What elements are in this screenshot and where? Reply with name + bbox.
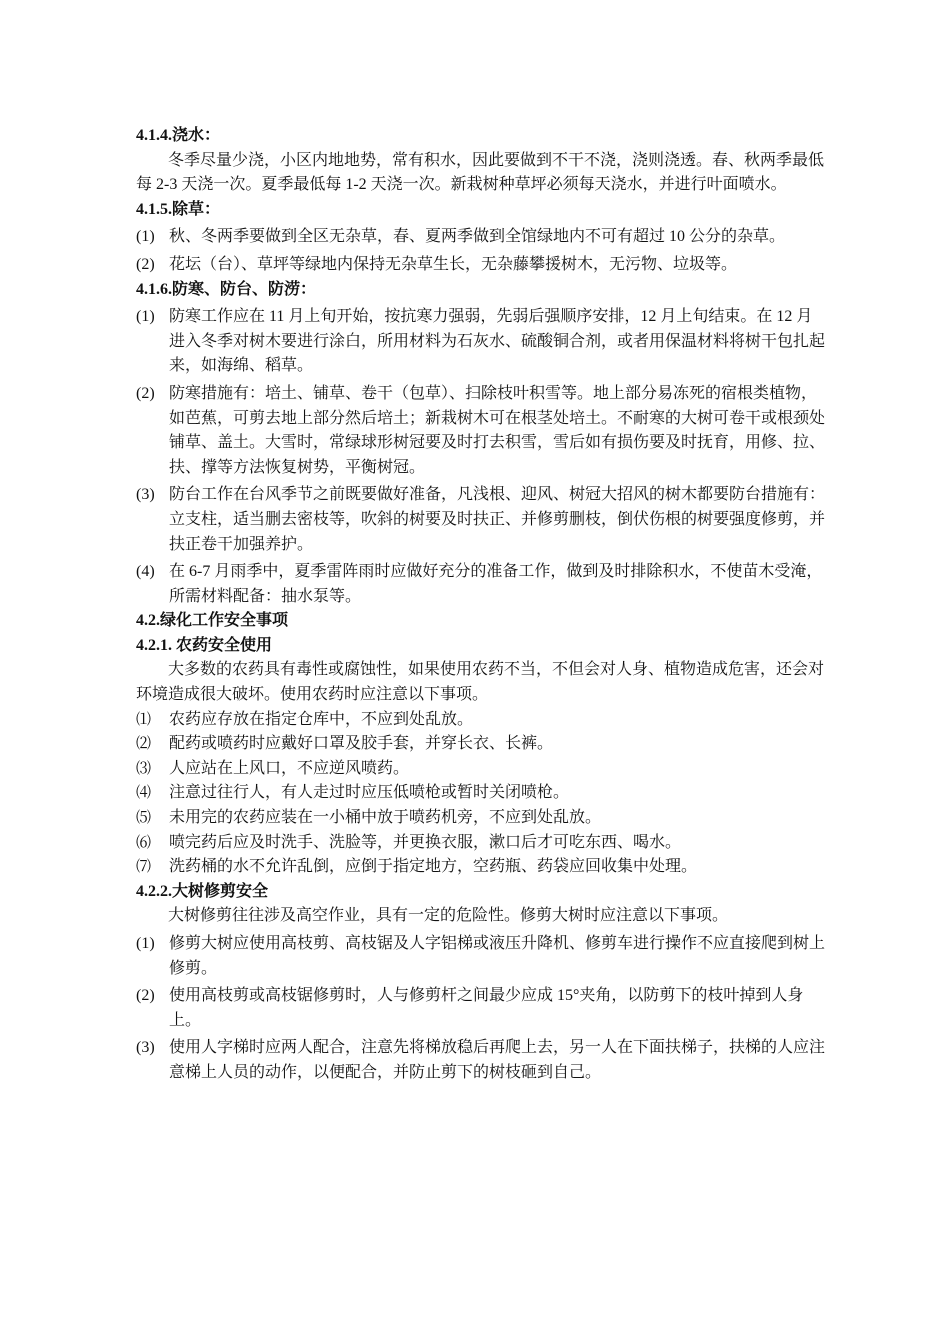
list-item [136, 382, 826, 480]
list-item [136, 855, 826, 880]
list-text: 喷完药后应及时洗手、洗脸等，并更换衣服，漱口后才可吃东西、喝水。 [169, 833, 682, 851]
list-number: (2) [136, 987, 155, 1005]
section-heading-4-2-1: 4.2.1. 农药安全使用 [136, 636, 273, 654]
list-text: 花坛（台）、草坪等绿地内保持无杂草生长，无杂藤攀援树木，无污物、垃圾等。 [169, 255, 738, 273]
section-heading-4-1-5: 4.1.5.除草： [136, 200, 221, 218]
list-text: 农药应存放在指定仓库中，不应到处乱放。 [169, 710, 474, 728]
list-item [136, 732, 826, 757]
list-number: ⑸ [136, 810, 152, 827]
paragraph-watering: 冬季尽量少浇，小区内地地势，常有积水，因此要做到不干不浇，浇则浇透。春、秋两季最低每 2-3 天浇一次。夏季最低每 1-2 天浇一次。新栽树种草坪必须每天浇水，并进行叶面喷水。 [136, 151, 825, 194]
list-number: ⑴ [136, 711, 152, 728]
list-number: (4) [136, 563, 155, 581]
list-number: ⑵ [136, 736, 152, 753]
list-item [136, 483, 826, 557]
document-page [136, 124, 826, 1086]
list-item [136, 831, 826, 856]
list-item [136, 708, 826, 733]
list-item [136, 932, 826, 981]
list-number: (3) [136, 1039, 155, 1057]
list-number: ⑹ [136, 834, 152, 851]
list-text: 在 6-7 月雨季中，夏季雷阵雨时应做好充分的准备工作，做到及时排除积水，不使苗木受淹，所需材料配备：抽水泵等。 [169, 563, 823, 605]
list-text: 防寒措施有：培土、铺草、卷干（包草）、扫除枝叶积雪等。地上部分易冻死的宿根类植物，如芭蕉，可剪去地上部分然后培土；新栽树木可在根茎处培土。不耐寒的大树可卷干或根颈处铺草、盖土。大雪时，常绿球形树冠要及时打去积雪，雪后如有损伤要及时抚育，用修、拉、扶、撑等方法恢复树势，平衡树冠。 [169, 384, 826, 476]
list-item [136, 781, 826, 806]
list-item [136, 806, 826, 831]
list-item [136, 305, 826, 379]
paragraph-pruning-intro: 大树修剪往往涉及高空作业，具有一定的危险性。修剪大树时应注意以下事项。 [168, 907, 729, 925]
section-heading-4-2: 4.2.绿化工作安全事项 [136, 612, 289, 630]
section-heading-4-2-2: 4.2.2.大树修剪安全 [136, 882, 269, 900]
list-number: (1) [136, 228, 155, 246]
section-heading-4-1-4: 4.1.4.浇水： [136, 127, 221, 144]
list-text: 洗药桶的水不允许乱倒，应倒于指定地方，空药瓶、药袋应回收集中处理。 [169, 858, 698, 876]
list-item [136, 560, 826, 609]
list-number: ⑷ [136, 785, 152, 802]
list-text: 未用完的农药应装在一小桶中放于喷药机旁，不应到处乱放。 [169, 809, 602, 827]
list-text: 配药或喷药时应戴好口罩及胶手套，并穿长衣、长裤。 [169, 735, 554, 753]
list-text: 防台工作在台风季节之前既要做好准备，凡浅根、迎风、树冠大招风的树木都要防台措施有：立支柱，适当删去密枝等，吹斜的树要及时扶正、并修剪删枝，倒伏伤根的树要强度修剪，并扶正卷干加强养护。 [169, 486, 826, 553]
list-text: 注意过往行人，有人走过时应压低喷枪或暂时关闭喷枪。 [169, 784, 570, 802]
list-number: ⑺ [136, 859, 152, 876]
list-item [136, 1036, 826, 1085]
paragraph-pesticide-intro: 大多数的农药具有毒性或腐蚀性，如果使用农药不当，不但会对人身、植物造成危害，还会对环境造成很大破坏。使用农药时应注意以下事项。 [136, 661, 825, 704]
list-text: 使用高枝剪或高枝锯修剪时，人与修剪杆之间最少应成 15°夹角，以防剪下的枝叶掉到人身上。 [169, 987, 804, 1029]
list-item [136, 984, 826, 1033]
list-text: 修剪大树应使用高枝剪、高枝锯及人字铝梯或液压升降机、修剪车进行操作不应直接爬到树上修剪。 [169, 935, 826, 977]
list-number: (2) [136, 255, 155, 273]
list-item [136, 253, 826, 278]
list-number: (3) [136, 486, 155, 504]
list-text: 防寒工作应在 11 月上旬开始，按抗寒力强弱，先弱后强顺序安排，12 月上旬结束。在 12 月进入冬季对树木要进行涂白，所用材料为石灰水、硫酸铜合剂，或者用保温材料将树干包扎起来，如海绵、稻草。 [169, 308, 826, 375]
list-text: 人应站在上风口，不应逆风喷药。 [169, 759, 410, 777]
list-item [136, 225, 826, 250]
section-heading-4-1-6: 4.1.6.防寒、防台、防涝： [136, 280, 317, 298]
list-text: 使用人字梯时应两人配合，注意先将梯放稳后再爬上去，另一人在下面扶梯子，扶梯的人应注意梯上人员的动作，以便配合，并防止剪下的树枝砸到自己。 [169, 1039, 826, 1081]
list-item [136, 757, 826, 782]
list-number: ⑶ [136, 760, 152, 777]
list-number: (2) [136, 384, 155, 402]
list-number: (1) [136, 308, 155, 326]
list-number: (1) [136, 935, 155, 952]
list-text: 秋、冬两季要做到全区无杂草，春、夏两季做到全馆绿地内不可有超过 10 公分的杂草。 [169, 228, 786, 246]
